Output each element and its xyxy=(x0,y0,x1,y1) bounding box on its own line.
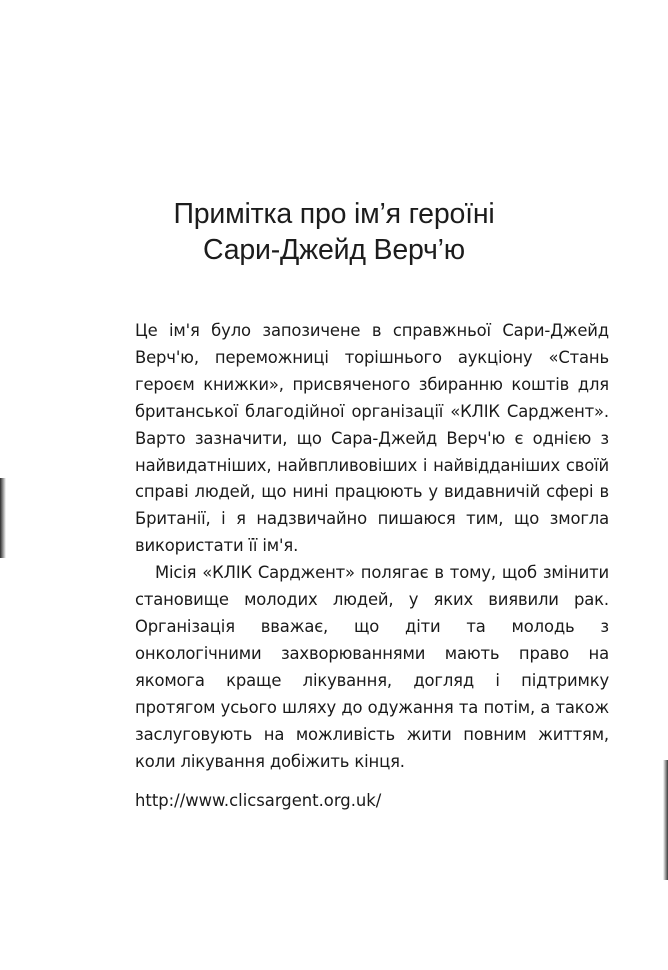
paragraph: Це ім'я було запозичене в справжньої Сари-Джейд Верч'ю, переможниці торішнього аукціону «Стань героєм книжки», присвяченого збиранню коштів для британської благодійної організації «КЛІК Сарджент». Варто зазначити, що Сара-Джейд Верч'ю є однією з найвидатніших, найвпливовіших і найвідданіших своїй справі людей, що нині працюють у видавничій сфері в Британії, і я надзвичайно пишаюся тим, що змогла використати її ім'я. xyxy=(135,321,609,556)
title-line-1: Примітка про ім’я героїні xyxy=(173,198,495,230)
title-line-2: Сари-Джейд Верч’ю xyxy=(203,234,465,266)
body-text xyxy=(135,318,609,775)
scan-edge-shadow xyxy=(663,760,668,880)
scan-edge-shadow xyxy=(0,478,6,558)
website-url: http://www.clicsargent.org.uk/ xyxy=(135,791,382,810)
page-title xyxy=(0,196,668,268)
paragraph: Місія «КЛІК Сарджент» полягає в тому, щоб змінити становище молодих людей, у яких виявили рак. Організація вважає, що діти та молодь з онкологічними захворюваннями мають право на якомога краще лікування, догляд і підтримку протягом усього шляху до одужання та потім, а також заслуговують на можливість жити повним життям, коли лікування добіжить кінця. xyxy=(135,563,609,771)
